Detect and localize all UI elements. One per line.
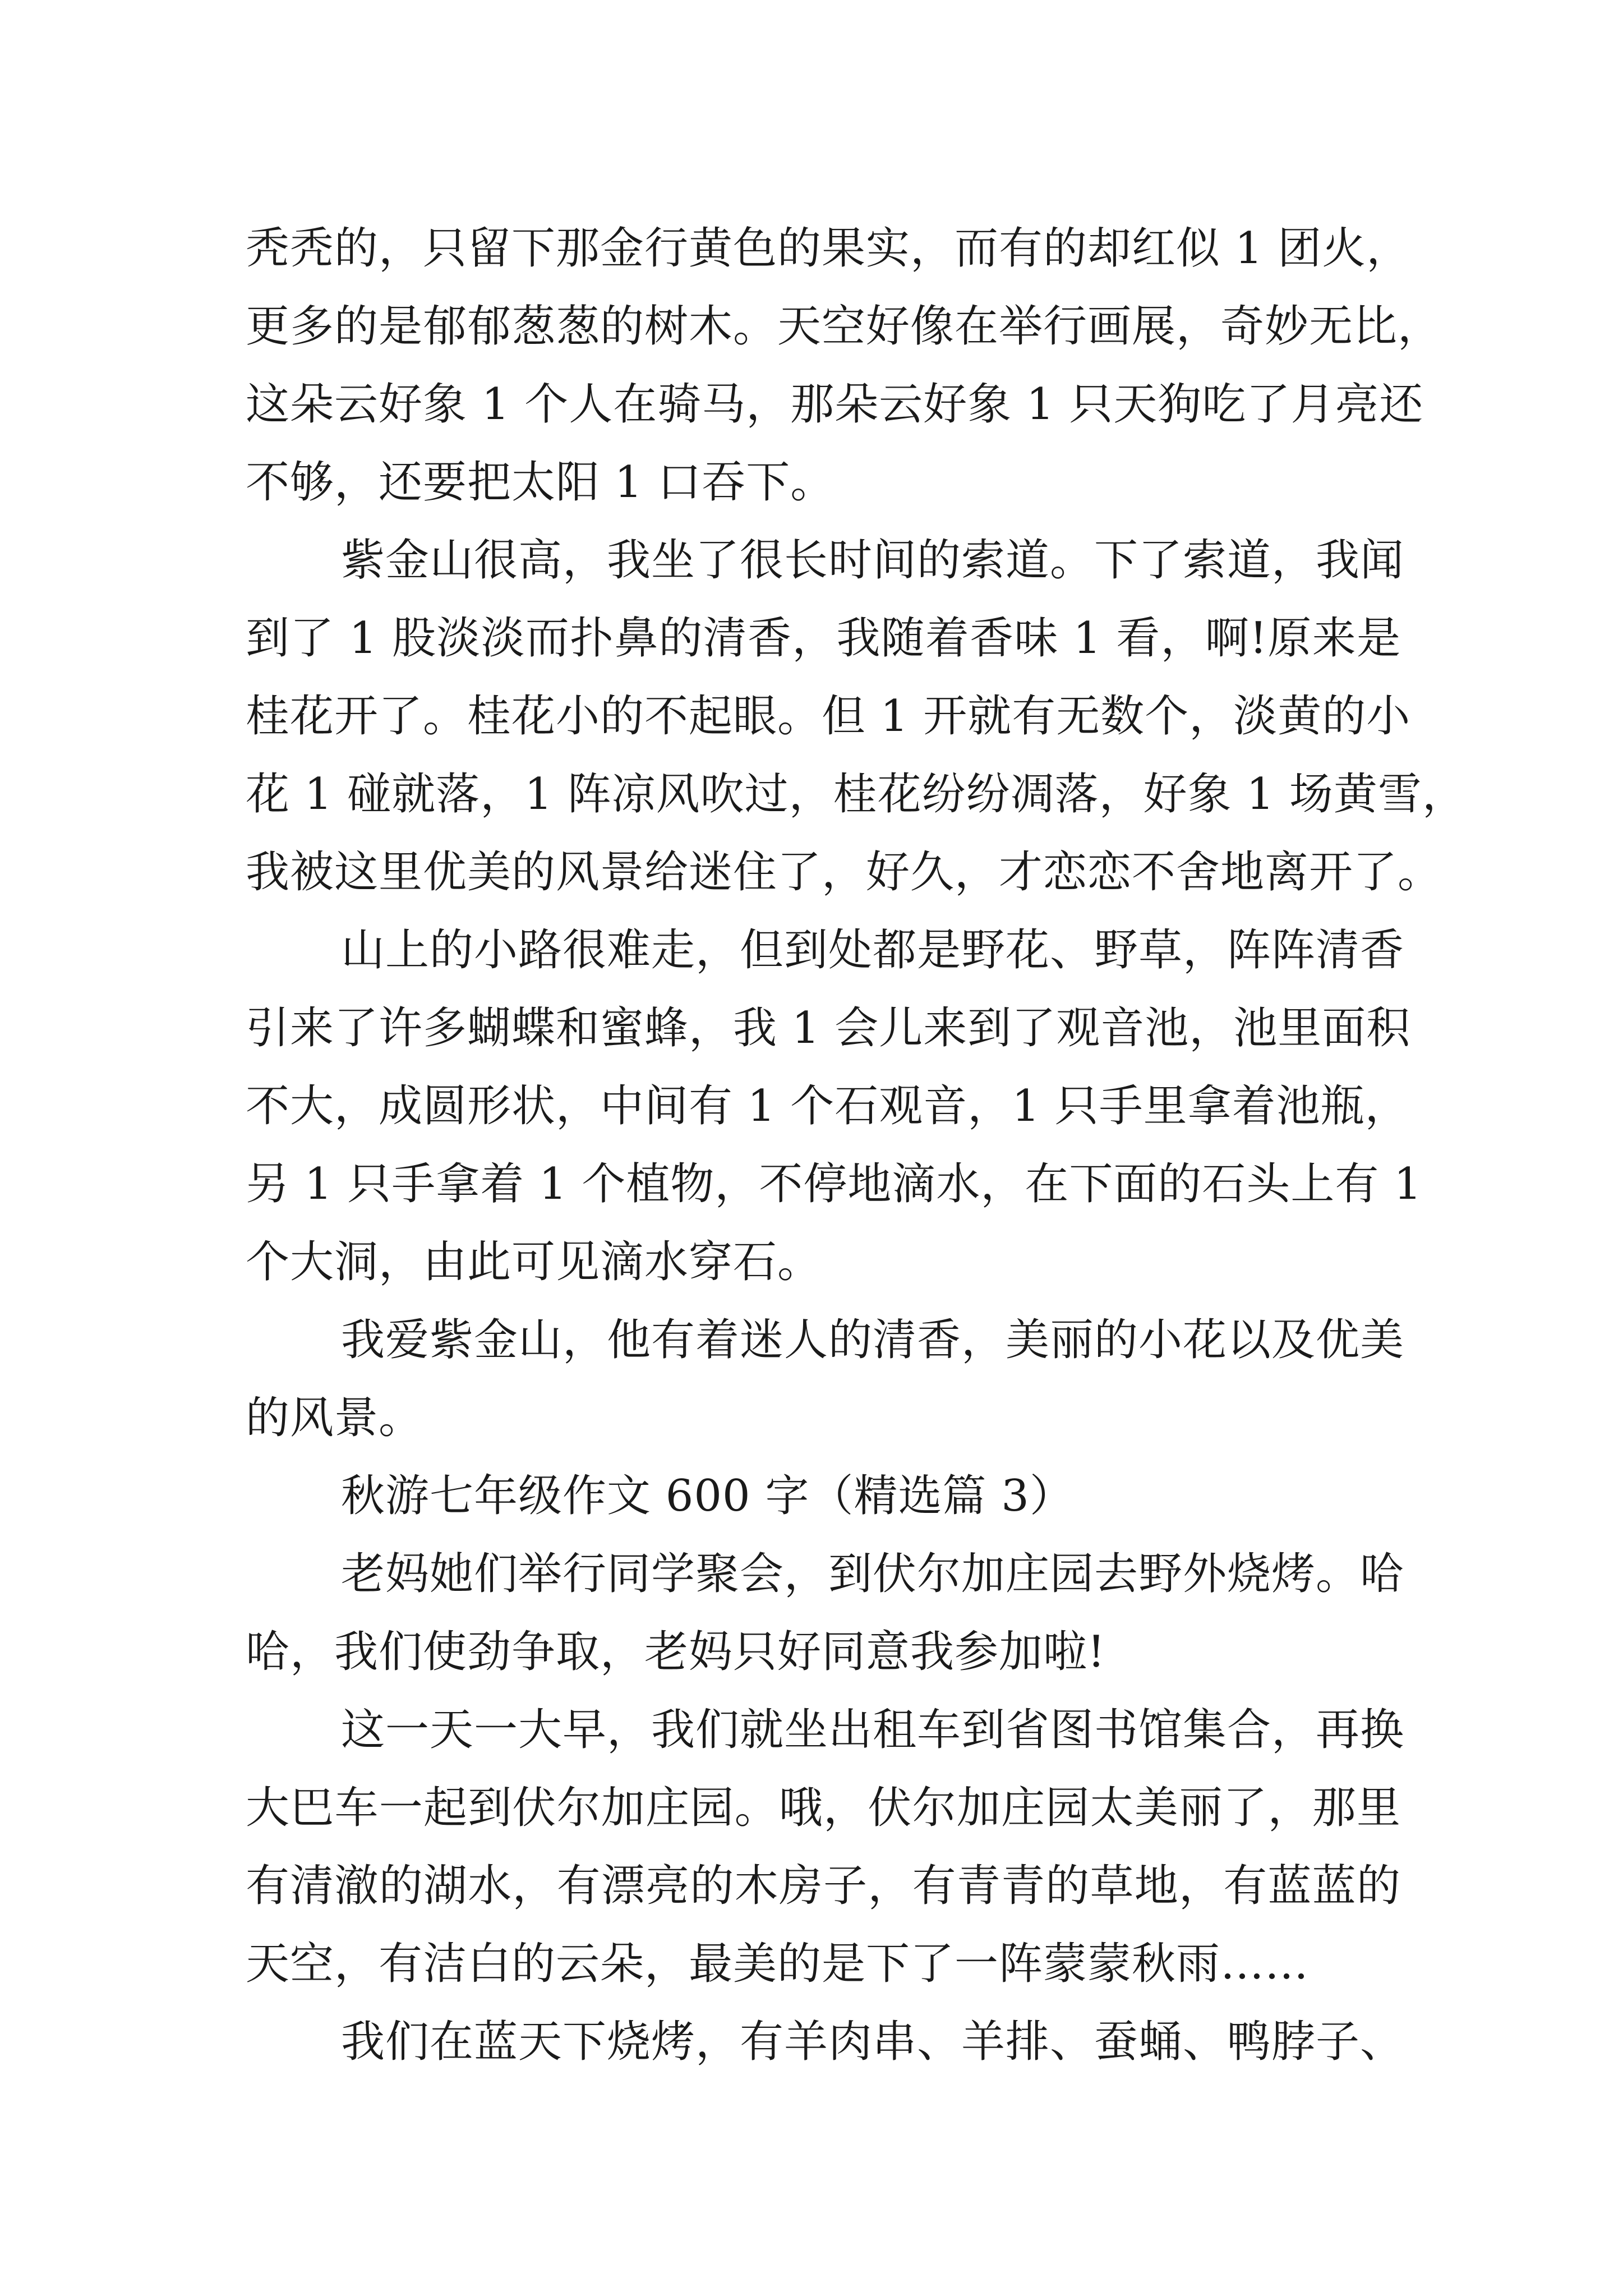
text-line: 这一天一大早，我们就坐出租车到省图书馆集合，再换 bbox=[341, 1705, 1405, 1755]
paragraph bbox=[246, 210, 1442, 522]
text-line: 我爱紫金山，他有着迷人的清香，美丽的小花以及优美 bbox=[341, 1315, 1405, 1365]
text-line: 我被这里优美的风景给迷住了，好久，才恋恋不舍地离开了。 bbox=[246, 847, 1442, 898]
text-line: 哈，我们使劲争取，老妈只好同意我参加啦! bbox=[246, 1627, 1106, 1677]
text-line: 老妈她们举行同学聚会，到伏尔加庄园去野外烧烤。哈 bbox=[341, 1549, 1405, 1599]
text-line: 个大洞，由此可见滴水穿石。 bbox=[246, 1237, 822, 1287]
text-line: 天空，有洁白的云朵，最美的是下了一阵蒙蒙秋雨…… bbox=[246, 1939, 1310, 1989]
paragraph bbox=[246, 1301, 1405, 1457]
document-body-text bbox=[246, 210, 1467, 2081]
text-line: 我们在蓝天下烧烤，有羊肉串、羊排、蚕蛹、鸭脖子、 bbox=[341, 2017, 1405, 2067]
paragraph bbox=[246, 912, 1422, 1301]
paragraph bbox=[246, 1691, 1405, 2003]
text-line: 的风景。 bbox=[246, 1393, 423, 1443]
text-line: 桂花开了。桂花小的不起眼。但 1 开就有无数个，淡黄的小 bbox=[246, 691, 1411, 742]
text-line: 花 1 碰就落，1 阵凉风吹过，桂花纷纷凋落，好象 1 场黄雪， bbox=[246, 769, 1467, 820]
text-line: 秃秃的，只留下那金行黄色的果实，而有的却红似 1 团火， bbox=[246, 223, 1411, 274]
text-line: 另 1 只手拿着 1 个植物，不停地滴水，在下面的石头上有 1 bbox=[246, 1159, 1422, 1209]
paragraph bbox=[246, 2003, 1405, 2081]
text-line: 不大，成圆形状，中间有 1 个石观音，1 只手里拿着池瓶， bbox=[246, 1081, 1409, 1131]
text-line: 这朵云好象 1 个人在骑马，那朵云好象 1 只天狗吃了月亮还 bbox=[246, 379, 1424, 430]
section-heading-text: 秋游七年级作文 600 字（精选篇 3） bbox=[341, 1471, 1074, 1521]
text-line: 山上的小路很难走，但到处都是野花、野草，阵阵清香 bbox=[341, 925, 1405, 976]
text-line: 引来了许多蝴蝶和蜜蜂，我 1 会儿来到了观音池，池里面积 bbox=[246, 1003, 1411, 1053]
text-line: 更多的是郁郁葱葱的树木。天空好像在举行画展，奇妙无比， bbox=[246, 301, 1442, 352]
section-heading bbox=[246, 1457, 1401, 1535]
paragraph bbox=[246, 1535, 1405, 1691]
text-line: 到了 1 股淡淡而扑鼻的清香，我随着香味 1 看，啊!原来是 bbox=[246, 613, 1401, 664]
paragraph bbox=[246, 522, 1467, 912]
text-line: 大巴车一起到伏尔加庄园。哦，伏尔加庄园太美丽了，那里 bbox=[246, 1783, 1401, 1833]
text-line: 不够，还要把太阳 1 口吞下。 bbox=[246, 457, 835, 508]
text-line: 有清澈的湖水，有漂亮的木房子，有青青的草地，有蓝蓝的 bbox=[246, 1861, 1401, 1911]
text-line: 紫金山很高，我坐了很长时间的索道。下了索道，我闻 bbox=[341, 535, 1405, 586]
